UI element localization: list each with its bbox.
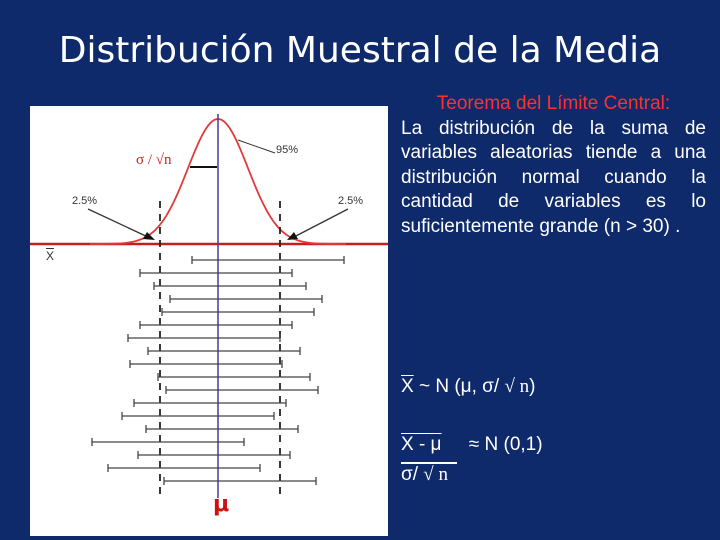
interval-bar bbox=[148, 347, 300, 355]
pct-center-label: 95% bbox=[276, 144, 299, 156]
formula2-den-text: σ/ bbox=[401, 464, 424, 485]
interval-bar bbox=[122, 412, 274, 420]
xbar-axis-label: $\overline{X}$ bbox=[46, 249, 55, 263]
sampling-distribution-figure bbox=[30, 106, 388, 536]
interval-bar bbox=[128, 334, 280, 342]
formula2-denominator bbox=[401, 464, 448, 486]
interval-bar bbox=[158, 373, 310, 381]
interval-bar bbox=[164, 477, 316, 485]
formula2-approx: ≈ N (0,1) bbox=[468, 434, 543, 455]
interval-bar bbox=[108, 464, 260, 472]
interval-bar bbox=[92, 438, 244, 446]
theorem-text-block bbox=[401, 92, 706, 239]
interval-bar bbox=[170, 295, 322, 303]
interval-bar bbox=[192, 256, 344, 264]
interval-bar bbox=[140, 269, 292, 277]
formula2-numerator bbox=[401, 434, 543, 456]
sigma-over-root-n-label: σ / √n bbox=[136, 152, 172, 168]
interval-bar bbox=[162, 308, 314, 316]
slide-title: Distribución Muestral de la Media bbox=[58, 30, 662, 71]
left-arrow-shaft bbox=[88, 209, 150, 238]
formula1-rest: ~ N (μ, σ/ bbox=[413, 376, 505, 397]
formula1-sqrtn: √ n bbox=[504, 376, 530, 397]
pct95-pointer bbox=[238, 140, 275, 153]
pct-left-label: 2.5% bbox=[72, 195, 98, 207]
theorem-body: La distribución de la suma de variables aleatorias tiende a una distribución normal cuando la cantidad de variables es lo suficientemente grande (n > 30) . bbox=[401, 117, 706, 237]
formula-sampling-distribution bbox=[401, 376, 535, 398]
formula2-numerator-text: X - μ bbox=[401, 434, 442, 455]
theorem-heading: Teorema del Límite Central: bbox=[436, 93, 671, 114]
formula1-close: ) bbox=[529, 376, 536, 397]
mu-label: μ bbox=[213, 492, 230, 517]
formula2-den-sqrtn: √ n bbox=[423, 464, 448, 485]
formula1-xbar: $\overline{X}$ bbox=[401, 376, 414, 397]
interval-bar bbox=[134, 399, 286, 407]
interval-bar bbox=[140, 321, 292, 329]
right-arrow-shaft bbox=[292, 209, 348, 238]
left-arrow-head bbox=[143, 232, 155, 240]
interval-bar bbox=[154, 282, 306, 290]
interval-bar bbox=[166, 386, 318, 394]
interval-bar bbox=[146, 425, 298, 433]
interval-bar bbox=[130, 360, 282, 368]
sampling-diagram-svg bbox=[30, 106, 388, 536]
pct-right-label: 2.5% bbox=[338, 195, 364, 207]
